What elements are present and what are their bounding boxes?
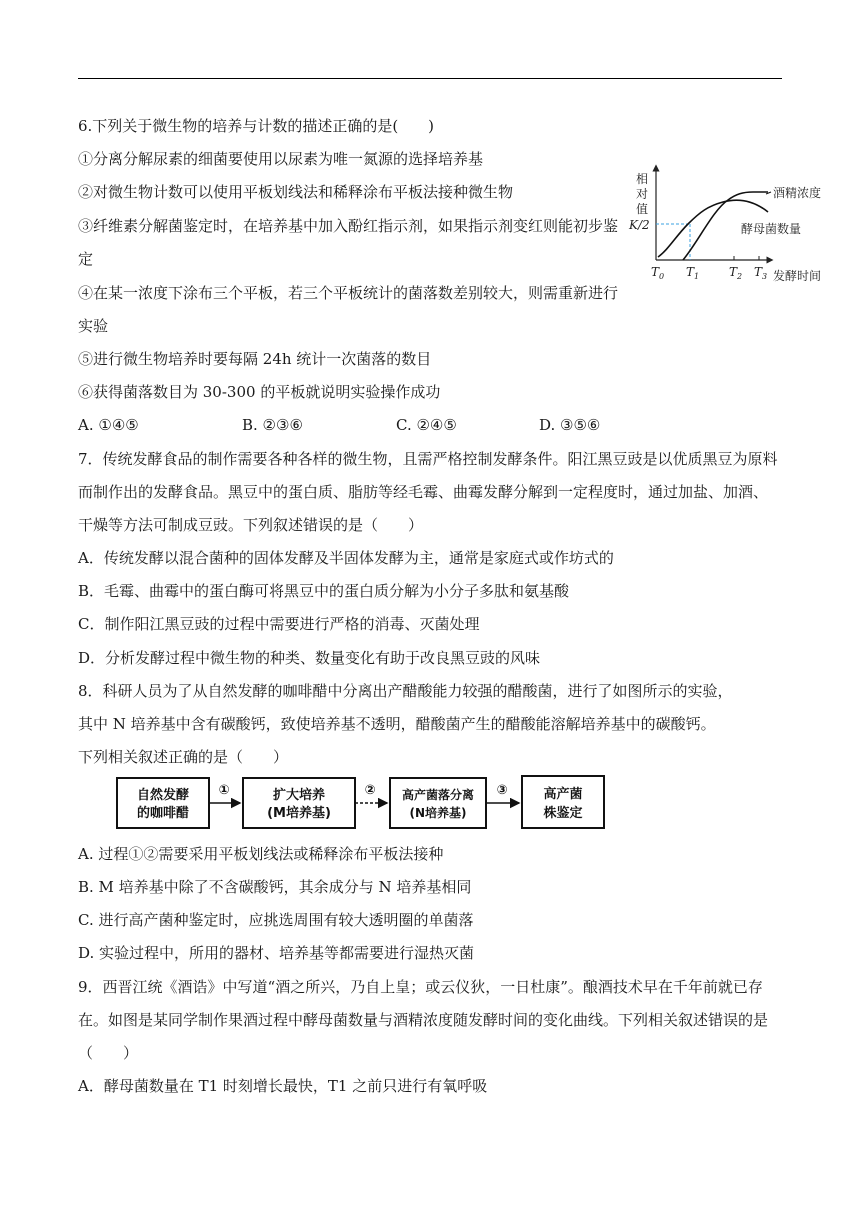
q6-option-c: C. ②④⑤ (396, 416, 457, 434)
flow-box-3-line-1: 高产菌落分离 (401, 788, 475, 802)
q8-option-d: D. 实验过程中，所用的器材、培养基等都需要进行湿热灭菌 (78, 944, 475, 962)
k-half-label: K/2 (629, 218, 650, 232)
flow-box-2-line-2: (M培养基) (267, 806, 331, 821)
q6-statement-6: ⑥获得菌落数目为 30-300 的平板就说明实验操作成功 (78, 383, 441, 401)
q6-stem: 6.下列关于微生物的培养与计数的描述正确的是( ) (78, 117, 435, 135)
flow-box-3-line-2: (N培养基) (409, 806, 467, 820)
legend-alcohol: 酒精浓度 (773, 186, 822, 200)
tick-t1: $T_1$ (686, 265, 700, 281)
tick-t0: $T_0$ (651, 265, 665, 281)
flow-step-1: ① (218, 783, 230, 798)
y-label-char-3: 值 (636, 202, 649, 216)
y-label-char-2: 对 (636, 187, 649, 201)
q8-option-b: B. M 培养基中除了不含碳酸钙，其余成分与 N 培养基相同 (78, 878, 472, 896)
flow-box-1-line-1: 自然发酵 (136, 788, 190, 803)
flow-box-2-line-1: 扩大培养 (272, 788, 326, 803)
q7-stem-line-2: 而制作出的发酵食品。黑豆中的蛋白质、脂肪等经毛霉、曲霉发酵分解到一定程度时，通过加盐、加酒、 (78, 483, 769, 501)
flow-box-1-line-2: 的咖啡醋 (136, 806, 190, 821)
flow-step-2: ② (364, 783, 376, 798)
q8-option-c: C. 进行高产菌种鉴定时，应挑选周围有较大透明圈的单菌落 (78, 911, 474, 929)
flow-box-isolation (390, 778, 486, 828)
q7-option-b: B．毛霉、曲霉中的蛋白酶可将黑豆中的蛋白质分解为小分子多肽和氨基酸 (78, 582, 570, 600)
q6-option-d: D. ③⑤⑥ (539, 416, 601, 434)
q6-options (78, 415, 678, 435)
q6-statement-4: ④在某一浓度下涂布三个平板，若三个平板统计的菌落数差别较大，则需重新进行 (78, 284, 619, 302)
q6-statement-5: ⑤进行微生物培养时要每隔 24h 统计一次菌落的数目 (78, 350, 432, 368)
q6-option-a: A. ①④⑤ (78, 416, 139, 434)
legend-yeast: 酵母菌数量 (741, 222, 802, 236)
q6-statement-4-cont: 实验 (78, 317, 109, 335)
q7-option-c: C．制作阳江黑豆豉的过程中需要进行严格的消毒、灭菌处理 (78, 615, 480, 633)
flow-box-4-line-2: 株鉴定 (543, 806, 583, 821)
q7-option-d: D．分析发酵过程中微生物的种类、数量变化有助于改良黑豆豉的风味 (78, 649, 541, 667)
q6-statement-2: ②对微生物计数可以使用平板划线法和稀释涂布平板法接种微生物 (78, 183, 514, 201)
q8-stem-line-2: 其中 N 培养基中含有碳酸钙，致使培养基不透明，醋酸菌产生的醋酸能溶解培养基中的碳酸钙。 (78, 715, 716, 733)
q8-stem-line-1: 8．科研人员为了从自然发酵的咖啡醋中分离出产醋酸能力较强的醋酸菌，进行了如图所示的实验， (78, 682, 733, 700)
flow-step-3: ③ (496, 783, 508, 798)
q8-option-a: A. 过程①②需要采用平板划线法或稀释涂布平板法接种 (78, 845, 444, 863)
q8-stem-line-3: 下列相关叙述正确的是（ ） (78, 748, 289, 766)
header-rule (78, 78, 782, 79)
tick-t2: $T_2$ (729, 265, 743, 281)
q6-statement-3-cont: 定 (78, 250, 94, 268)
q7-stem-line-1: 7．传统发酵食品的制作需要各种各样的微生物，且需严格控制发酵条件。阳江黑豆豉是以优质黑豆为原料 (78, 450, 778, 468)
q7-option-a: A．传统发酵以混合菌种的固体发酵及半固体发酵为主，通常是家庭式或作坊式的 (78, 549, 614, 567)
experiment-flowchart (112, 772, 612, 836)
tick-t3: $T_3$ (754, 265, 768, 281)
x-axis-label: 发酵时间 (773, 269, 822, 283)
q9-stem-line-1: 9．西晋江统《酒诰》中写道“酒之所兴，乃自上皇；或云仪狄，一日杜康”。酿酒技术早在千年前就已存 (78, 978, 763, 996)
y-label-char-1: 相 (636, 172, 649, 186)
flow-box-4-line-1: 高产菌 (543, 787, 583, 802)
q7-stem-line-3: 干燥等方法可制成豆豉。下列叙述错误的是（ ） (78, 516, 424, 534)
q9-stem-line-3: （ ） (78, 1044, 139, 1062)
q9-stem-line-2: 在。如图是某同学制作果酒过程中酵母菌数量与酒精浓度随发酵时间的变化曲线。下列相关叙述错误的是 (78, 1011, 769, 1029)
q6-option-b: B. ②③⑥ (242, 416, 303, 434)
q6-statement-3: ③纤维素分解菌鉴定时，在培养基中加入酚红指示剂，如果指示剂变红则能初步鉴 (78, 217, 619, 235)
q9-option-a: A．酵母菌数量在 T1 时刻增长最快，T1 之前只进行有氧呼吸 (78, 1077, 488, 1095)
fermentation-graph (628, 160, 838, 290)
q6-statement-1: ①分离分解尿素的细菌要使用以尿素为唯一氮源的选择培养基 (78, 150, 484, 168)
